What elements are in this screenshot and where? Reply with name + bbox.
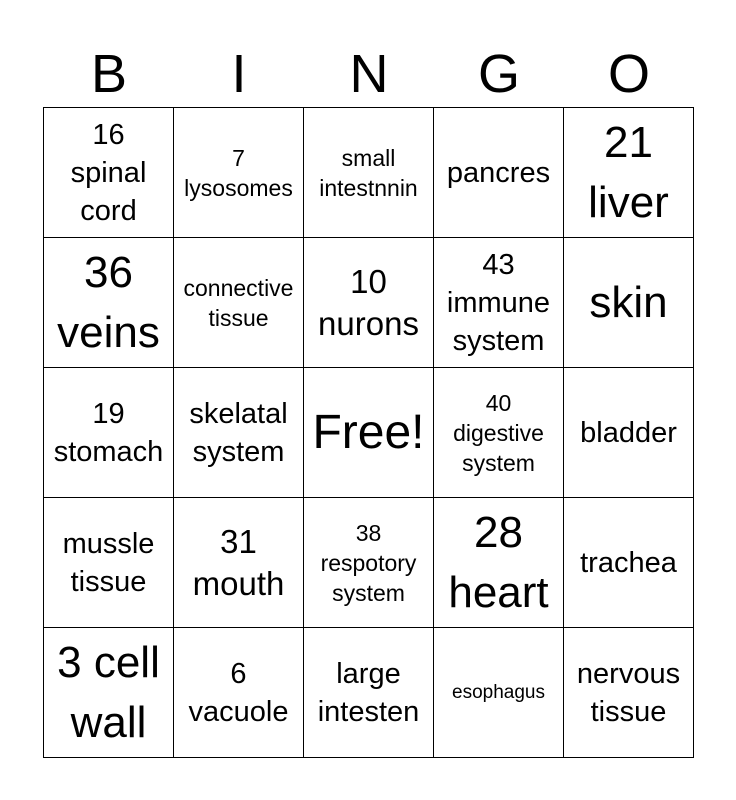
bingo-cell: 36 veins [44,238,174,368]
bingo-cell: 3 cell wall [44,628,174,758]
bingo-cell: 31 mouth [174,498,304,628]
bingo-cell: connective tissue [174,238,304,368]
bingo-cell: 28 heart [434,498,564,628]
bingo-cell: pancres [434,108,564,238]
bingo-cell: 6 vacuole [174,628,304,758]
bingo-cell: trachea [564,498,694,628]
header-letter-o: O [607,44,650,104]
free-space: Free! [304,368,434,498]
bingo-cell: 19 stomach [44,368,174,498]
bingo-cell: 7 lysosomes [174,108,304,238]
bingo-cell: small intestnnin [304,108,434,238]
bingo-cell: nervous tissue [564,628,694,758]
bingo-cell: 10 nurons [304,238,434,368]
bingo-header [44,42,694,106]
header-letter-i: I [231,44,247,104]
bingo-cell: bladder [564,368,694,498]
bingo-cell: 38 respotory system [304,498,434,628]
bingo-cell: skin [564,238,694,368]
header-letter-b: B [90,44,128,104]
bingo-cell: large intesten [304,628,434,758]
bingo-cell: mussle tissue [44,498,174,628]
bingo-cell: 16 spinal cord [44,108,174,238]
bingo-cell: esophagus [434,628,564,758]
bingo-cell: skelatal system [174,368,304,498]
bingo-grid [43,107,694,758]
header-letter-n: N [349,44,389,104]
bingo-cell: 21 liver [564,108,694,238]
bingo-cell: 40 digestive system [434,368,564,498]
bingo-cell: 43 immune system [434,238,564,368]
header-letter-g: G [477,44,520,104]
